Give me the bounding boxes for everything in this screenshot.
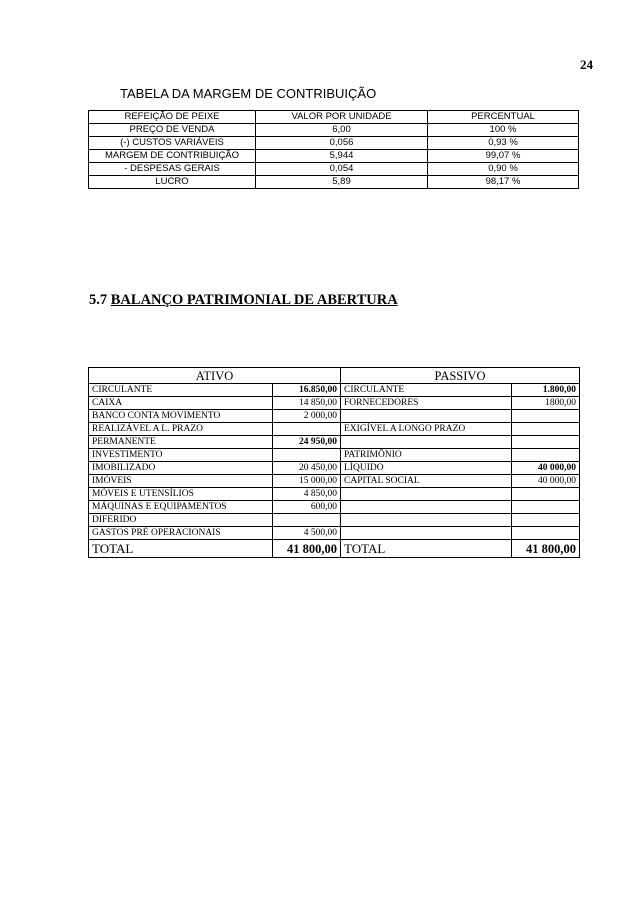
table-row bbox=[89, 397, 580, 410]
passivo-total-value: 41 800,00 bbox=[512, 540, 580, 558]
table-row bbox=[89, 410, 580, 423]
table-row bbox=[89, 527, 580, 540]
ativo-label: INVESTIMENTO bbox=[89, 449, 273, 462]
ativo-label: IMÓVEIS bbox=[89, 475, 273, 488]
table-row bbox=[89, 423, 580, 436]
passivo-value bbox=[512, 410, 580, 423]
passivo-value bbox=[512, 436, 580, 449]
table-row bbox=[89, 514, 580, 527]
ativo-total-value: 41 800,00 bbox=[273, 540, 341, 558]
passivo-label bbox=[341, 501, 512, 514]
ativo-value: 4 500,00 bbox=[273, 527, 341, 540]
passivo-label bbox=[341, 514, 512, 527]
table-row bbox=[89, 501, 580, 514]
margin-cell-value: 5,944 bbox=[256, 150, 428, 163]
table-row bbox=[89, 449, 580, 462]
passivo-value: 40 000,00 bbox=[512, 475, 580, 488]
margin-header-percent: PERCENTUAL bbox=[428, 111, 579, 124]
ativo-label: GASTOS PRÉ OPERACIONAIS bbox=[89, 527, 273, 540]
passivo-label: CAPITAL SOCIAL bbox=[341, 475, 512, 488]
passivo-header: PASSIVO bbox=[341, 368, 580, 384]
margin-cell-value: 5,89 bbox=[256, 176, 428, 189]
ativo-label: IMOBILIZADO bbox=[89, 462, 273, 475]
balance-header-row bbox=[89, 368, 580, 384]
page-number: 24 bbox=[580, 57, 593, 72]
table-row bbox=[89, 163, 579, 176]
table-row bbox=[89, 488, 580, 501]
section-title: BALANÇO PATRIMONIAL DE ABERTURA bbox=[110, 292, 398, 308]
passivo-label: EXIGÍVEL A LONGO PRAZO bbox=[341, 423, 512, 436]
passivo-value bbox=[512, 488, 580, 501]
ativo-value bbox=[273, 449, 341, 462]
section-number: 5.7 bbox=[89, 292, 108, 308]
margin-cell-item: PREÇO DE VENDA bbox=[89, 124, 256, 137]
table-row bbox=[89, 176, 579, 189]
passivo-label bbox=[341, 488, 512, 501]
ativo-value: 14 850,00 bbox=[273, 397, 341, 410]
ativo-label: DIFERIDO bbox=[89, 514, 273, 527]
margin-cell-percent: 98,17 % bbox=[428, 176, 579, 189]
passivo-label: PATRIMÔNIO bbox=[341, 449, 512, 462]
ativo-label: CIRCULANTE bbox=[89, 384, 273, 397]
margin-cell-item: (-) CUSTOS VARIÁVEIS bbox=[89, 137, 256, 150]
ativo-value: 24 950,00 bbox=[273, 436, 341, 449]
margin-cell-value: 0,056 bbox=[256, 137, 428, 150]
ativo-label: CAIXA bbox=[89, 397, 273, 410]
table-row bbox=[89, 150, 579, 163]
balance-total-row bbox=[89, 540, 580, 558]
passivo-label: LÍQUIDO bbox=[341, 462, 512, 475]
margin-cell-item: - DESPESAS GERAIS bbox=[89, 163, 256, 176]
passivo-value bbox=[512, 514, 580, 527]
passivo-value bbox=[512, 527, 580, 540]
ativo-value: 16.850,00 bbox=[273, 384, 341, 397]
ativo-label: MÓVEIS E UTENSÍLIOS bbox=[89, 488, 273, 501]
passivo-value: 1800,00 bbox=[512, 397, 580, 410]
passivo-value bbox=[512, 449, 580, 462]
margin-table-header-row bbox=[89, 111, 579, 124]
passivo-value: 40 000,00 bbox=[512, 462, 580, 475]
ativo-value: 20 450,00 bbox=[273, 462, 341, 475]
passivo-label bbox=[341, 436, 512, 449]
passivo-label: CIRCULANTE bbox=[341, 384, 512, 397]
table-row bbox=[89, 124, 579, 137]
passivo-value bbox=[512, 501, 580, 514]
margin-header-item: REFEIÇÃO DE PEIXE bbox=[89, 111, 256, 124]
ativo-label: MÁQUINAS E EQUIPAMENTOS bbox=[89, 501, 273, 514]
margin-cell-value: 0,054 bbox=[256, 163, 428, 176]
margin-table-title: TABELA DA MARGEM DE CONTRIBUIÇÃO bbox=[120, 86, 377, 101]
ativo-value: 2 000,00 bbox=[273, 410, 341, 423]
passivo-label: FORNECEDORES bbox=[341, 397, 512, 410]
ativo-header: ATIVO bbox=[89, 368, 341, 384]
margin-cell-item: MARGEM DE CONTRIBUIÇÃO bbox=[89, 150, 256, 163]
passivo-total-label: TOTAL bbox=[341, 540, 512, 558]
margin-cell-value: 6,00 bbox=[256, 124, 428, 137]
ativo-value bbox=[273, 423, 341, 436]
table-row bbox=[89, 475, 580, 488]
passivo-label bbox=[341, 527, 512, 540]
margin-header-value: VALOR POR UNIDADE bbox=[256, 111, 428, 124]
table-row bbox=[89, 462, 580, 475]
margin-contribution-table bbox=[88, 110, 579, 189]
margin-cell-item: LUCRO bbox=[89, 176, 256, 189]
ativo-label: PERMANENTE bbox=[89, 436, 273, 449]
ativo-value bbox=[273, 514, 341, 527]
margin-cell-percent: 0,93 % bbox=[428, 137, 579, 150]
passivo-value bbox=[512, 423, 580, 436]
table-row bbox=[89, 436, 580, 449]
section-heading bbox=[89, 292, 398, 309]
margin-cell-percent: 0,90 % bbox=[428, 163, 579, 176]
ativo-total-label: TOTAL bbox=[89, 540, 273, 558]
ativo-value: 15 000,00 bbox=[273, 475, 341, 488]
table-row bbox=[89, 384, 580, 397]
passivo-label bbox=[341, 410, 512, 423]
ativo-label: REALIZÁVEL A L. PRAZO bbox=[89, 423, 273, 436]
passivo-value: 1.800,00 bbox=[512, 384, 580, 397]
balance-sheet-table bbox=[88, 367, 580, 558]
margin-cell-percent: 99,07 % bbox=[428, 150, 579, 163]
ativo-label: BANCO CONTA MOVIMENTO bbox=[89, 410, 273, 423]
table-row bbox=[89, 137, 579, 150]
ativo-value: 4 850,00 bbox=[273, 488, 341, 501]
ativo-value: 600,00 bbox=[273, 501, 341, 514]
margin-cell-percent: 100 % bbox=[428, 124, 579, 137]
